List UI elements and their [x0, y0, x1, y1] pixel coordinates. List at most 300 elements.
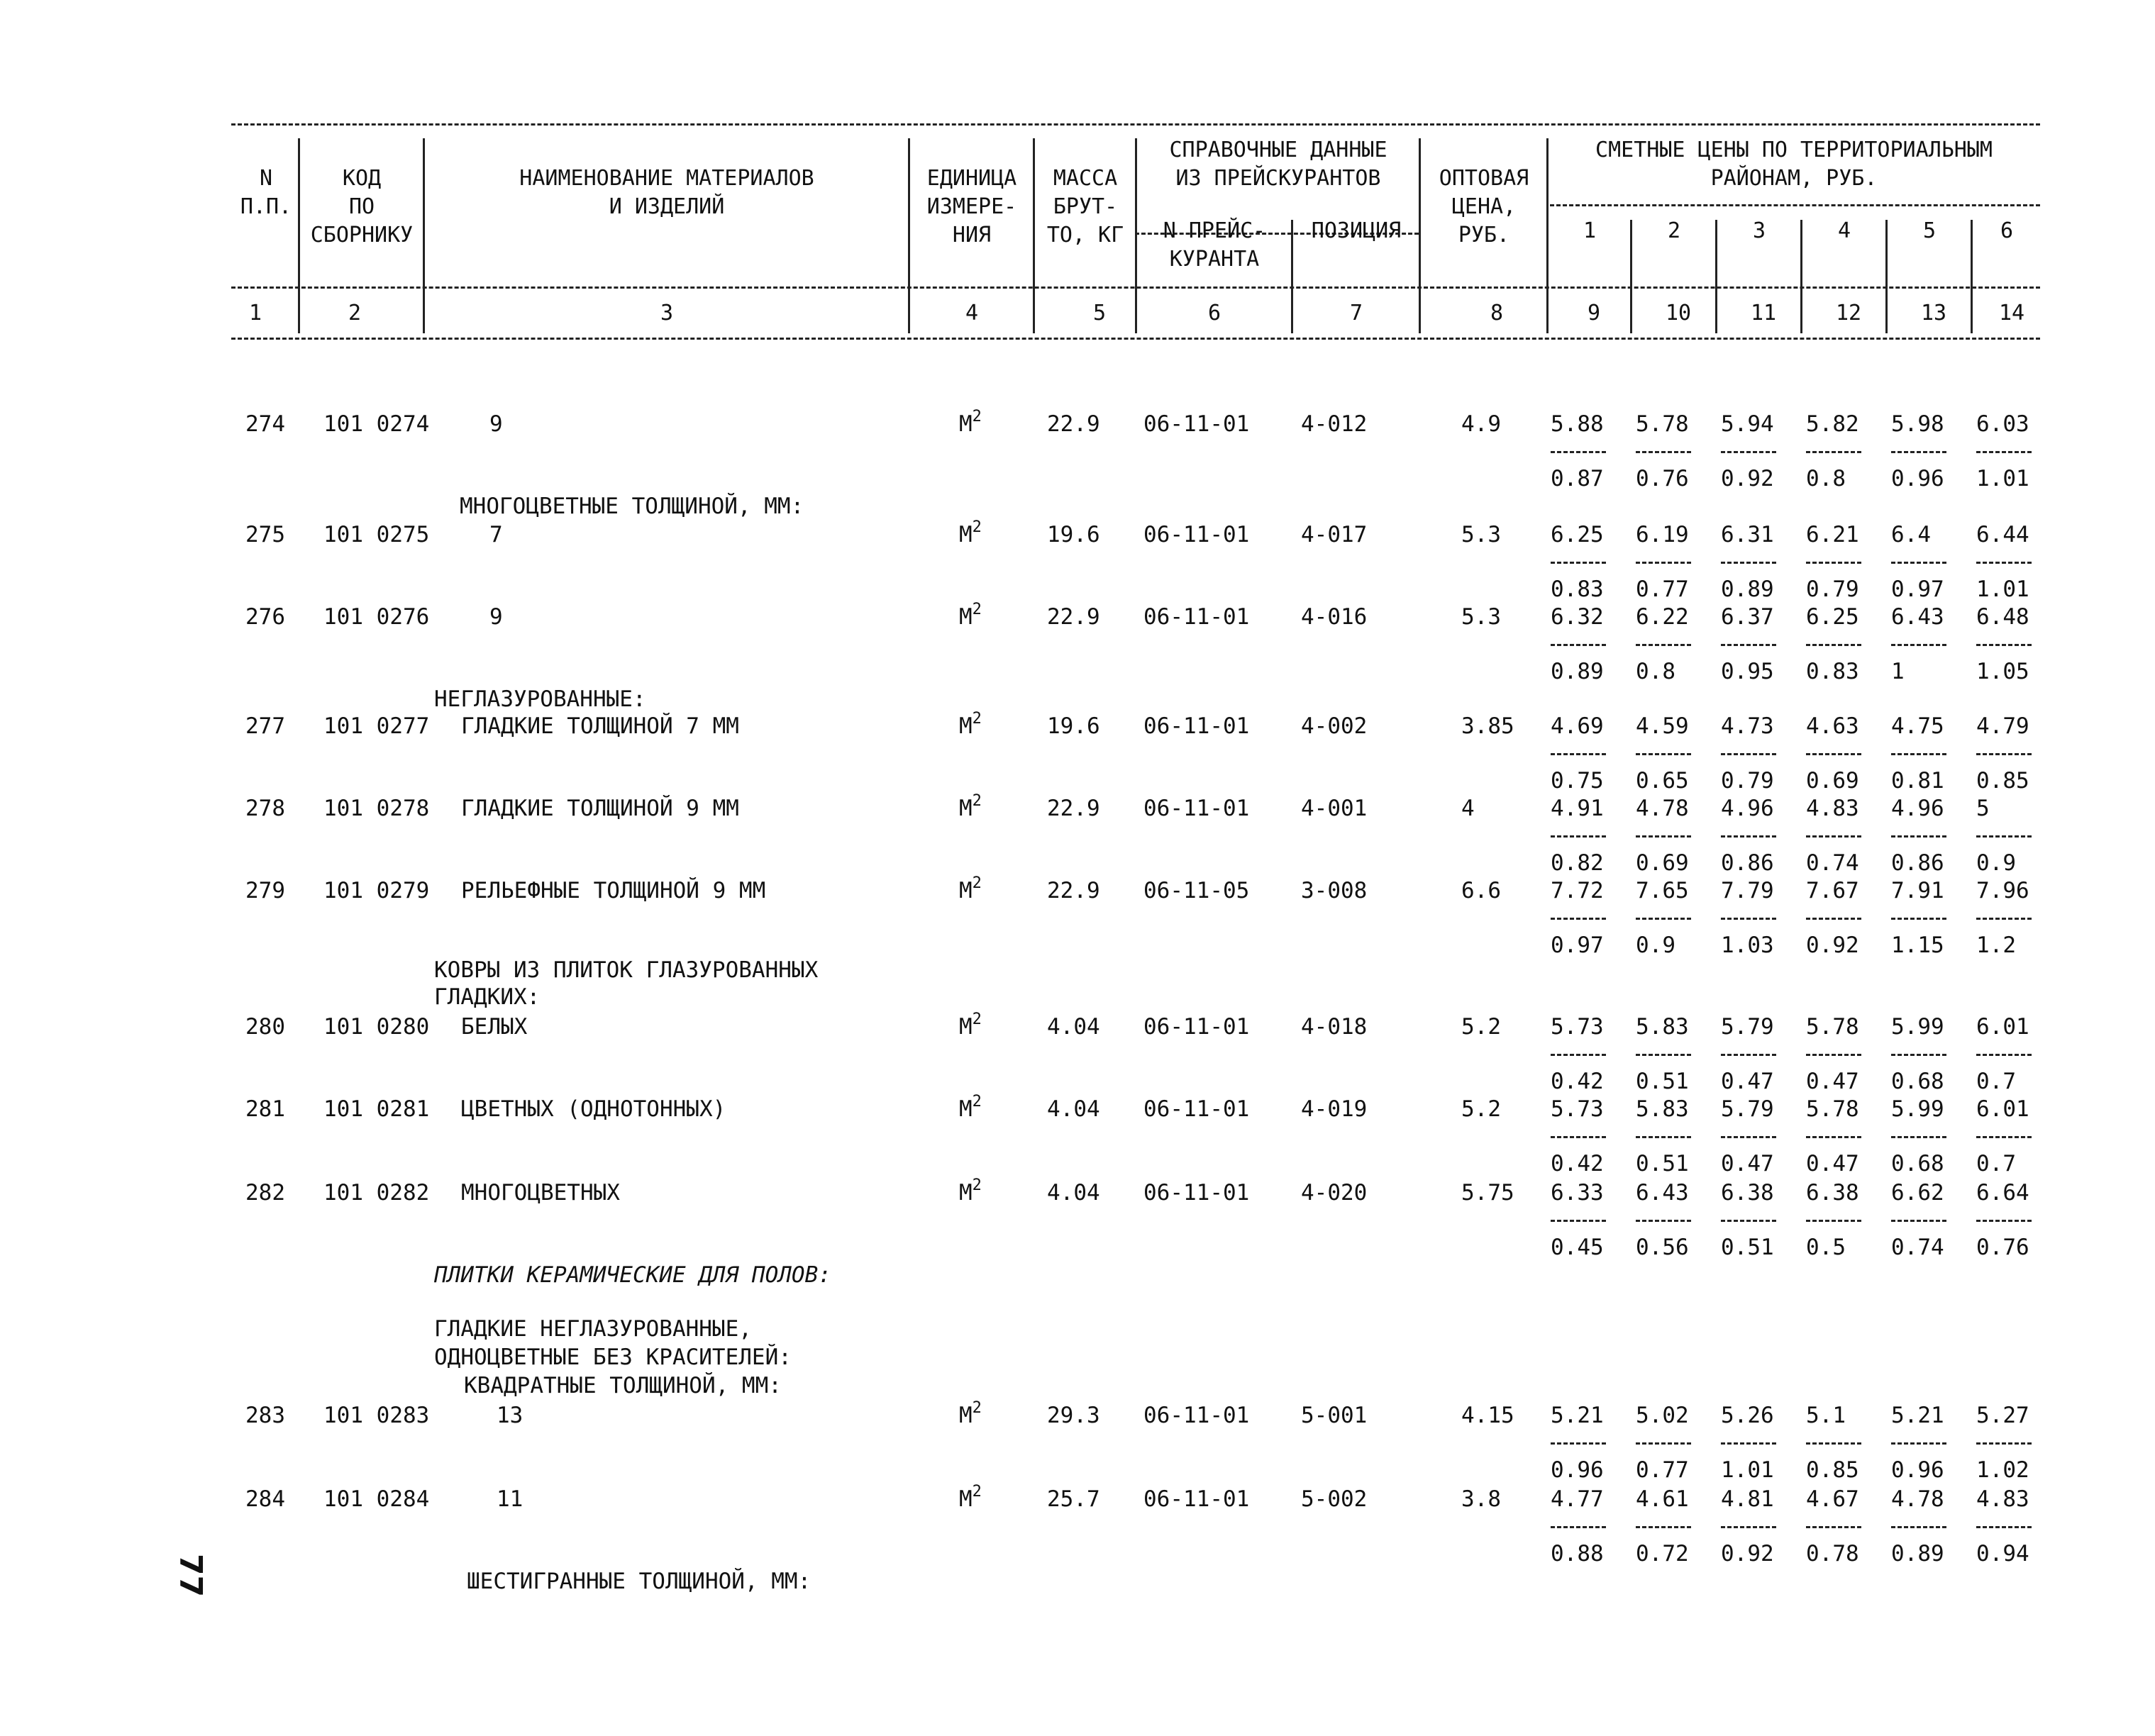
estimate-price: 5.82: [1806, 411, 1859, 437]
transport-cost: 0.86: [1721, 850, 1774, 876]
transport-cost: 0.83: [1551, 577, 1604, 602]
row-number: 275: [245, 522, 285, 547]
row-unit: [959, 603, 982, 631]
header-estimates: СМЕТНЫЕ ЦЕНЫ ПО ТЕРРИТОРИАЛЬНЫМ РАЙОНАМ, РУБ.: [1595, 138, 1993, 191]
fraction-bar: [1721, 1054, 1776, 1056]
estimate-price: 4.77: [1551, 1486, 1604, 1512]
row-unit: [959, 1013, 982, 1041]
header-region-4: 4: [1837, 218, 1851, 243]
section-heading: ШЕСТИГРАННЫЕ ТОЛЩИНОЙ, ММ:: [467, 1569, 811, 1594]
region-price-3: [1721, 1179, 1785, 1262]
fraction-bar: [1636, 1136, 1691, 1138]
row-unit: [959, 1485, 982, 1513]
fraction-bar: [1976, 451, 2032, 453]
unit-superscript: 2: [972, 1399, 982, 1417]
transport-cost: 1.01: [1976, 466, 2029, 491]
estimate-price: 5.21: [1551, 1403, 1604, 1428]
row-mass: 19.6: [1047, 713, 1100, 739]
estimate-price: 5.78: [1636, 411, 1689, 437]
transport-cost: 0.85: [1806, 1457, 1859, 1483]
header-reference: СПРАВОЧНЫЕ ДАННЫЕ ИЗ ПРЕЙСКУРАНТОВ: [1169, 138, 1387, 191]
row-price-list: 06-11-01: [1143, 604, 1250, 630]
col-sep-12: [1885, 220, 1888, 333]
estimate-price: 4.83: [1806, 796, 1859, 821]
region-price-3: [1721, 521, 1785, 603]
region-price-5: [1891, 794, 1955, 877]
region-price-5: [1891, 1095, 1955, 1178]
row-number: 284: [245, 1486, 285, 1512]
transport-cost: 0.79: [1806, 577, 1859, 602]
region-price-1: [1551, 712, 1614, 795]
fraction-bar: [1721, 1220, 1776, 1222]
region-price-2: [1636, 877, 1700, 959]
estimate-price: 4.69: [1551, 713, 1604, 739]
estimate-price: 5.94: [1721, 411, 1774, 437]
row-price-list: 06-11-01: [1143, 713, 1250, 739]
fraction-bar: [1891, 835, 1946, 838]
row-code: 101 0279: [323, 878, 430, 903]
row-position: 4-017: [1301, 522, 1368, 547]
estimate-price: 5.99: [1891, 1014, 1944, 1040]
estimate-price: 4.73: [1721, 713, 1774, 739]
fraction-bar: [1721, 1136, 1776, 1138]
row-number: 277: [245, 713, 285, 739]
region-price-2: [1636, 410, 1700, 493]
row-mass: 25.7: [1047, 1486, 1100, 1512]
region-price-2: [1636, 603, 1700, 686]
col-sep-13: [1971, 220, 1973, 333]
row-code: 101 0281: [323, 1096, 430, 1122]
regions-rule: [1550, 204, 2040, 206]
estimate-price: 6.21: [1806, 522, 1859, 547]
region-price-6: [1976, 1179, 2040, 1262]
estimate-price: 4.79: [1976, 713, 2029, 739]
region-price-6: [1976, 712, 2040, 795]
transport-cost: 0.86: [1891, 850, 1944, 876]
header-col-5: МАССА БРУТ- ТО, КГ: [1046, 166, 1124, 247]
header-col-6: N ПРЕЙС- КУРАНТА: [1163, 218, 1266, 272]
row-wholesale-price: 3.85: [1461, 713, 1514, 739]
transport-cost: 0.89: [1721, 577, 1774, 602]
row-unit: [959, 1095, 982, 1123]
unit-text: М: [959, 796, 973, 821]
transport-cost: 0.77: [1636, 1457, 1689, 1483]
section-heading: КОВРЫ ИЗ ПЛИТОК ГЛАЗУРОВАННЫХ: [434, 957, 819, 983]
transport-cost: 0.42: [1551, 1069, 1604, 1094]
region-price-4: [1806, 1179, 1870, 1262]
unit-superscript: 2: [972, 1011, 982, 1028]
transport-cost: 0.89: [1891, 1541, 1944, 1567]
fraction-bar: [1806, 753, 1861, 755]
transport-cost: 0.7: [1976, 1069, 2016, 1094]
fraction-bar: [1891, 644, 1946, 646]
section-heading: ГЛАДКИЕ НЕГЛАЗУРОВАННЫЕ,: [434, 1316, 752, 1342]
region-price-2: [1636, 712, 1700, 795]
transport-cost: 0.68: [1891, 1069, 1944, 1094]
header-region-1: 1: [1583, 218, 1597, 243]
colnum-8: 8: [1490, 301, 1504, 326]
estimate-price: 5.21: [1891, 1403, 1944, 1428]
row-price-list: 06-11-01: [1143, 1096, 1250, 1122]
estimate-price: 4.96: [1721, 796, 1774, 821]
region-price-1: [1551, 877, 1614, 959]
region-price-4: [1806, 1013, 1870, 1096]
transport-cost: 0.51: [1721, 1235, 1774, 1260]
estimate-price: 7.65: [1636, 878, 1689, 903]
fraction-bar: [1636, 1220, 1691, 1222]
estimate-price: 6.38: [1721, 1180, 1774, 1206]
region-price-3: [1721, 1485, 1785, 1568]
estimate-price: 4.78: [1891, 1486, 1944, 1512]
row-wholesale-price: 3.8: [1461, 1486, 1501, 1512]
unit-superscript: 2: [972, 408, 982, 425]
region-price-5: [1891, 1179, 1955, 1262]
transport-cost: 0.45: [1551, 1235, 1604, 1260]
fraction-bar: [1806, 918, 1861, 920]
fraction-bar: [1891, 1136, 1946, 1138]
transport-cost: 0.96: [1891, 1457, 1944, 1483]
estimate-price: 6.03: [1976, 411, 2029, 437]
row-price-list: 06-11-01: [1143, 1180, 1250, 1206]
transport-cost: 0.82: [1551, 850, 1604, 876]
estimate-price: 7.67: [1806, 878, 1859, 903]
fraction-bar: [1891, 1526, 1946, 1528]
row-position: 3-008: [1301, 878, 1368, 903]
transport-cost: 1.02: [1976, 1457, 2029, 1483]
colnum-5: 5: [1092, 301, 1107, 326]
fraction-bar: [1636, 1526, 1691, 1528]
row-material-name: 13: [497, 1403, 523, 1428]
region-price-6: [1976, 1401, 2040, 1484]
estimate-price: 5.83: [1636, 1096, 1689, 1122]
row-position: 4-001: [1301, 796, 1368, 821]
col-sep-1: [298, 138, 300, 333]
transport-cost: 0.75: [1551, 768, 1604, 794]
estimate-price: 6.25: [1551, 522, 1604, 547]
row-price-list: 06-11-01: [1143, 1014, 1250, 1040]
row-mass: 22.9: [1047, 796, 1100, 821]
fraction-bar: [1976, 753, 2032, 755]
fraction-bar: [1976, 918, 2032, 920]
row-material-name: МНОГОЦВЕТНЫХ: [461, 1180, 620, 1206]
region-price-6: [1976, 521, 2040, 603]
region-price-6: [1976, 603, 2040, 686]
fraction-bar: [1891, 918, 1946, 920]
row-unit: [959, 874, 982, 905]
estimate-price: 5.26: [1721, 1403, 1774, 1428]
row-position: 4-012: [1301, 411, 1368, 437]
transport-cost: 0.69: [1806, 768, 1859, 794]
fraction-bar: [1551, 835, 1606, 838]
region-price-6: [1976, 877, 2040, 959]
colnum-14: 14: [1998, 301, 2025, 326]
unit-text: М: [959, 1180, 973, 1206]
region-price-1: [1551, 1401, 1614, 1484]
region-price-5: [1891, 1401, 1955, 1484]
transport-cost: 0.85: [1976, 768, 2029, 794]
region-price-4: [1806, 877, 1870, 959]
region-price-1: [1551, 521, 1614, 603]
fraction-bar: [1806, 1054, 1861, 1056]
row-wholesale-price: 4.9: [1461, 411, 1501, 437]
fraction-bar: [1806, 835, 1861, 838]
row-unit: [959, 712, 982, 740]
estimate-price: 5.73: [1551, 1096, 1604, 1122]
transport-cost: 0.77: [1636, 577, 1689, 602]
estimate-price: 5.88: [1551, 411, 1604, 437]
row-material-name: ЦВЕТНЫХ (ОДНОТОННЫХ): [461, 1096, 726, 1122]
fraction-bar: [1976, 1054, 2032, 1056]
header-region-6: 6: [2000, 218, 2014, 243]
fraction-bar: [1551, 451, 1606, 453]
colnum-2: 2: [348, 301, 362, 326]
transport-cost: 0.47: [1806, 1151, 1859, 1176]
row-material-name: 11: [497, 1486, 523, 1512]
region-price-5: [1891, 410, 1955, 493]
row-mass: 19.6: [1047, 522, 1100, 547]
col-sep-7: [1419, 138, 1421, 333]
estimate-price: 6.64: [1976, 1180, 2029, 1206]
unit-superscript: 2: [972, 1176, 982, 1194]
header-col-1: N П.П.: [240, 166, 292, 219]
row-wholesale-price: 5.2: [1461, 1014, 1501, 1040]
row-mass: 4.04: [1047, 1096, 1100, 1122]
transport-cost: 0.42: [1551, 1151, 1604, 1176]
row-position: 5-002: [1301, 1486, 1368, 1512]
region-price-3: [1721, 877, 1785, 959]
region-price-2: [1636, 794, 1700, 877]
estimate-price: 5.78: [1806, 1096, 1859, 1122]
section-heading: ОДНОЦВЕТНЫЕ БЕЗ КРАСИТЕЛЕЙ:: [434, 1345, 792, 1370]
region-price-1: [1551, 1179, 1614, 1262]
fraction-bar: [1806, 451, 1861, 453]
region-price-4: [1806, 1095, 1870, 1178]
fraction-bar: [1806, 562, 1861, 564]
transport-cost: 1.05: [1976, 659, 2029, 684]
unit-text: М: [959, 411, 973, 437]
transport-cost: 0.65: [1636, 768, 1689, 794]
region-price-6: [1976, 794, 2040, 877]
col-sep-2: [423, 138, 425, 333]
col-sep-8: [1546, 138, 1549, 333]
row-code: 101 0282: [323, 1180, 430, 1206]
estimate-price: 6.01: [1976, 1096, 2029, 1122]
estimate-price: 6.62: [1891, 1180, 1944, 1206]
transport-cost: 0.97: [1551, 933, 1604, 958]
estimate-price: 7.79: [1721, 878, 1774, 903]
row-unit: [959, 518, 982, 549]
unit-superscript: 2: [972, 518, 982, 536]
transport-cost: 1.15: [1891, 933, 1944, 958]
transport-cost: 0.81: [1891, 768, 1944, 794]
estimate-price: 7.96: [1976, 878, 2029, 903]
estimate-price: 6.48: [1976, 604, 2029, 630]
colnum-9: 9: [1587, 301, 1601, 326]
row-position: 4-018: [1301, 1014, 1368, 1040]
transport-cost: 0.69: [1636, 850, 1689, 876]
fraction-bar: [1551, 562, 1606, 564]
unit-superscript: 2: [972, 1093, 982, 1111]
row-material-name: ГЛАДКИЕ ТОЛЩИНОЙ 9 ММ: [461, 796, 739, 821]
fraction-bar: [1551, 1526, 1606, 1528]
transport-cost: 0.79: [1721, 768, 1774, 794]
row-wholesale-price: 6.6: [1461, 878, 1501, 903]
transport-cost: 0.83: [1806, 659, 1859, 684]
estimate-price: 6.44: [1976, 522, 2029, 547]
transport-cost: 1.03: [1721, 933, 1774, 958]
header-bottom-rule: [231, 338, 2040, 340]
unit-superscript: 2: [972, 792, 982, 810]
fraction-bar: [1721, 918, 1776, 920]
estimate-price: 5.27: [1976, 1403, 2029, 1428]
region-price-6: [1976, 1095, 2040, 1178]
estimate-price: 5.78: [1806, 1014, 1859, 1040]
estimate-price: 6.31: [1721, 522, 1774, 547]
col-sep-4: [1033, 138, 1035, 333]
row-material-name: РЕЛЬЕФНЫЕ ТОЛЩИНОЙ 9 ММ: [461, 878, 766, 903]
fraction-bar: [1636, 562, 1691, 564]
fraction-bar: [1721, 451, 1776, 453]
transport-cost: 0.68: [1891, 1151, 1944, 1176]
fraction-bar: [1891, 753, 1946, 755]
unit-superscript: 2: [972, 601, 982, 618]
estimate-price: 6.37: [1721, 604, 1774, 630]
estimate-price: 4.75: [1891, 713, 1944, 739]
estimate-price: 6.4: [1891, 522, 1931, 547]
row-material-name: 9: [489, 604, 503, 630]
row-code: 101 0277: [323, 713, 430, 739]
transport-cost: 1: [1891, 659, 1905, 684]
estimate-price: 4.67: [1806, 1486, 1859, 1512]
unit-text: М: [959, 713, 973, 739]
fraction-bar: [1976, 562, 2032, 564]
fraction-bar: [1976, 1526, 2032, 1528]
header-region-2: 2: [1667, 218, 1681, 243]
fraction-bar: [1891, 1054, 1946, 1056]
row-price-list: 06-11-05: [1143, 878, 1250, 903]
row-number: 274: [245, 411, 285, 437]
region-price-1: [1551, 794, 1614, 877]
fraction-bar: [1636, 451, 1691, 453]
transport-cost: 1.2: [1976, 933, 2016, 958]
row-number: 279: [245, 878, 285, 903]
row-material-name: ГЛАДКИЕ ТОЛЩИНОЙ 7 ММ: [461, 713, 739, 739]
fraction-bar: [1806, 644, 1861, 646]
transport-cost: 0.72: [1636, 1541, 1689, 1567]
transport-cost: 1.01: [1976, 577, 2029, 602]
region-price-3: [1721, 794, 1785, 877]
row-wholesale-price: 5.2: [1461, 1096, 1501, 1122]
fraction-bar: [1551, 1442, 1606, 1445]
unit-text: М: [959, 1403, 973, 1428]
fraction-bar: [1721, 835, 1776, 838]
fraction-bar: [1976, 835, 2032, 838]
transport-cost: 0.9: [1976, 850, 2016, 876]
estimate-price: 6.43: [1636, 1180, 1689, 1206]
estimate-price: 6.25: [1806, 604, 1859, 630]
region-price-2: [1636, 1485, 1700, 1568]
fraction-bar: [1721, 562, 1776, 564]
row-price-list: 06-11-01: [1143, 1486, 1250, 1512]
estimate-price: 5.98: [1891, 411, 1944, 437]
estimate-price: 4.61: [1636, 1486, 1689, 1512]
header-col-3: НАИМЕНОВАНИЕ МАТЕРИАЛОВ И ИЗДЕЛИЙ: [519, 166, 814, 219]
transport-cost: 0.96: [1551, 1457, 1604, 1483]
fraction-bar: [1551, 1054, 1606, 1056]
fraction-bar: [1551, 753, 1606, 755]
transport-cost: 0.74: [1891, 1235, 1944, 1260]
unit-superscript: 2: [972, 1483, 982, 1501]
transport-cost: 0.56: [1636, 1235, 1689, 1260]
row-number: 282: [245, 1180, 285, 1206]
unit-text: М: [959, 522, 973, 547]
region-price-4: [1806, 1485, 1870, 1568]
header-col-8: ОПТОВАЯ ЦЕНА, РУБ.: [1439, 166, 1529, 247]
region-price-6: [1976, 1485, 2040, 1568]
row-code: 101 0275: [323, 522, 430, 547]
section-heading: ГЛАДКИХ:: [434, 984, 541, 1010]
colnum-13: 13: [1920, 301, 1947, 326]
transport-cost: 0.89: [1551, 659, 1604, 684]
estimate-price: 6.38: [1806, 1180, 1859, 1206]
unit-text: М: [959, 878, 973, 903]
row-material-name: 7: [489, 522, 503, 547]
region-price-5: [1891, 521, 1955, 603]
row-code: 101 0280: [323, 1014, 430, 1040]
row-mass: 29.3: [1047, 1403, 1100, 1428]
unit-superscript: 2: [972, 874, 982, 892]
col-sep-11: [1800, 220, 1802, 333]
estimate-price: 4.59: [1636, 713, 1689, 739]
region-price-2: [1636, 1401, 1700, 1484]
row-material-name: 9: [489, 411, 503, 437]
region-price-3: [1721, 712, 1785, 795]
colnum-11: 11: [1750, 301, 1777, 326]
transport-cost: 0.74: [1806, 850, 1859, 876]
row-material-name: БЕЛЫХ: [461, 1014, 528, 1040]
region-price-6: [1976, 1013, 2040, 1096]
col-sep-6: [1291, 220, 1293, 333]
region-price-1: [1551, 1485, 1614, 1568]
row-position: 4-020: [1301, 1180, 1368, 1206]
row-mass: 22.9: [1047, 878, 1100, 903]
estimate-price: 5.83: [1636, 1014, 1689, 1040]
colnum-4: 4: [965, 301, 979, 326]
region-price-1: [1551, 1013, 1614, 1096]
estimate-price: 5.73: [1551, 1014, 1604, 1040]
row-wholesale-price: 5.3: [1461, 522, 1501, 547]
estimate-price: 6.22: [1636, 604, 1689, 630]
fraction-bar: [1806, 1136, 1861, 1138]
row-unit: [959, 794, 982, 823]
fraction-bar: [1721, 644, 1776, 646]
region-price-3: [1721, 603, 1785, 686]
transport-cost: 0.5: [1806, 1235, 1846, 1260]
row-number: 278: [245, 796, 285, 821]
header-region-5: 5: [1922, 218, 1937, 243]
fraction-bar: [1551, 644, 1606, 646]
estimate-price: 6.33: [1551, 1180, 1604, 1206]
header-col-4: ЕДИНИЦА ИЗМЕРЕ- НИЯ: [926, 166, 1017, 247]
region-price-2: [1636, 1179, 1700, 1262]
row-price-list: 06-11-01: [1143, 411, 1250, 437]
transport-cost: 0.97: [1891, 577, 1944, 602]
fraction-bar: [1806, 1526, 1861, 1528]
transport-cost: 0.96: [1891, 466, 1944, 491]
fraction-bar: [1551, 1136, 1606, 1138]
region-price-2: [1636, 521, 1700, 603]
estimate-price: 5.1: [1806, 1403, 1846, 1428]
